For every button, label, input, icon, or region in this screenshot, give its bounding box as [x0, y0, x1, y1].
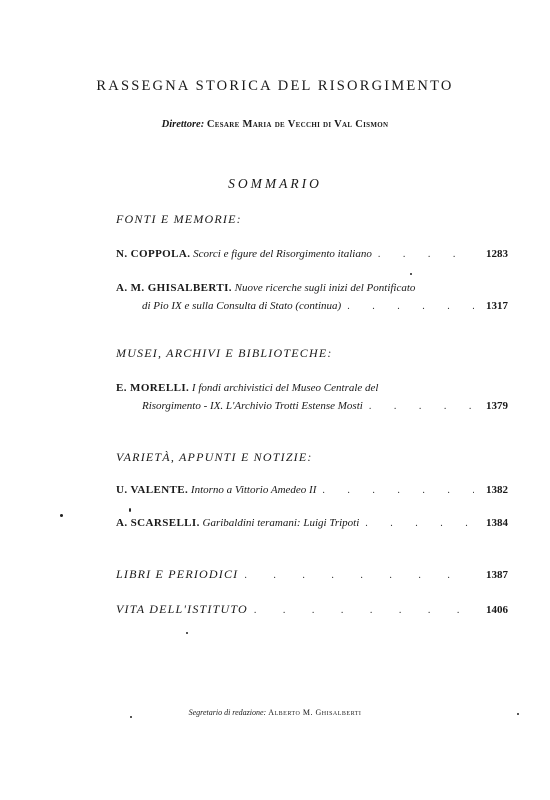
toc-entry-morelli — [116, 379, 508, 416]
item-page-number: 1406 — [486, 604, 508, 616]
journal-title: RASSEGNA STORICA DEL RISORGIMENTO — [96, 78, 454, 94]
toc-item-vita — [116, 602, 508, 617]
dot-leader — [347, 298, 474, 316]
entry-page-number: 1384 — [486, 517, 508, 529]
toc-entry-line — [116, 297, 508, 316]
director-line — [0, 119, 550, 130]
scan-speck — [130, 716, 132, 718]
entry-title: I fondi archivistici del Museo Centrale del — [191, 382, 379, 394]
entry-author: A. M. GHISALBERTI. — [116, 282, 232, 294]
dot-leader — [369, 398, 474, 416]
dot-leader — [322, 482, 474, 500]
toc-entry-coppola — [116, 245, 508, 264]
entry-page-number: 1317 — [486, 300, 508, 312]
dot-leader — [365, 515, 474, 533]
entry-author: E. MORELLI. — [116, 382, 190, 394]
entry-author: N. COPPOLA. — [116, 248, 191, 260]
item-title: VITA DELL'ISTITUTO — [116, 602, 248, 616]
secretary-name: Alberto M. Ghisalberti — [268, 708, 362, 717]
entry-title-continued: Risorgimento - IX. L'Archivio Trotti Estense Mosti — [142, 400, 363, 412]
scan-speck — [410, 273, 412, 275]
toc-entry-line — [116, 514, 508, 533]
scan-speck — [60, 514, 63, 517]
section-title-fonti: FONTI E MEMORIE: — [116, 212, 242, 226]
entry-author: A. SCARSELLI. — [116, 517, 200, 529]
scan-speck — [186, 632, 188, 634]
entry-title: Nuove ricerche sugli inizi del Pontificato — [234, 282, 416, 294]
entry-title-continued: di Pio IX e sulla Consulta di Stato (continua) — [142, 300, 342, 312]
section-title-varieta: VARIETÀ, APPUNTI E NOTIZIE: — [116, 450, 313, 464]
toc-entry-line — [116, 397, 508, 416]
toc-heading: SOMMARIO — [228, 176, 322, 191]
toc-entry-line — [116, 245, 508, 264]
toc-item-libri — [116, 567, 508, 582]
director-name: Cesare Maria de Vecchi di Val Cismon — [206, 119, 389, 130]
toc-entry-line — [116, 379, 508, 397]
item-title: LIBRI E PERIODICI — [116, 567, 239, 581]
entry-author: U. VALENTE. — [116, 484, 189, 496]
scan-speck — [517, 713, 519, 715]
item-page-number: 1387 — [486, 569, 508, 581]
toc-entry-valente — [116, 481, 508, 500]
secretary-label: Segretario di redazione: — [188, 708, 267, 717]
entry-title: Garibaldini teramani: Luigi Tripoti — [202, 517, 360, 529]
toc-entry-scarselli — [116, 514, 508, 533]
section-title-musei: MUSEI, ARCHIVI E BIBLIOTECHE: — [116, 346, 333, 360]
dot-leader — [244, 570, 474, 581]
toc-entry-ghisalberti — [116, 279, 508, 316]
entry-page-number: 1283 — [486, 248, 508, 260]
toc-entry-line — [116, 481, 508, 500]
entry-page-number: 1379 — [486, 400, 508, 412]
director-label: Direttore: — [161, 119, 205, 130]
scan-speck — [129, 508, 131, 512]
dot-leader — [254, 605, 474, 616]
entry-title: Intorno a Vittorio Amedeo II — [190, 484, 317, 496]
toc-entry-line — [116, 279, 508, 297]
entry-title: Scorci e figure del Risorgimento italiano — [193, 248, 372, 260]
secretary-line — [0, 708, 550, 717]
entry-page-number: 1382 — [486, 484, 508, 496]
dot-leader — [378, 246, 474, 264]
